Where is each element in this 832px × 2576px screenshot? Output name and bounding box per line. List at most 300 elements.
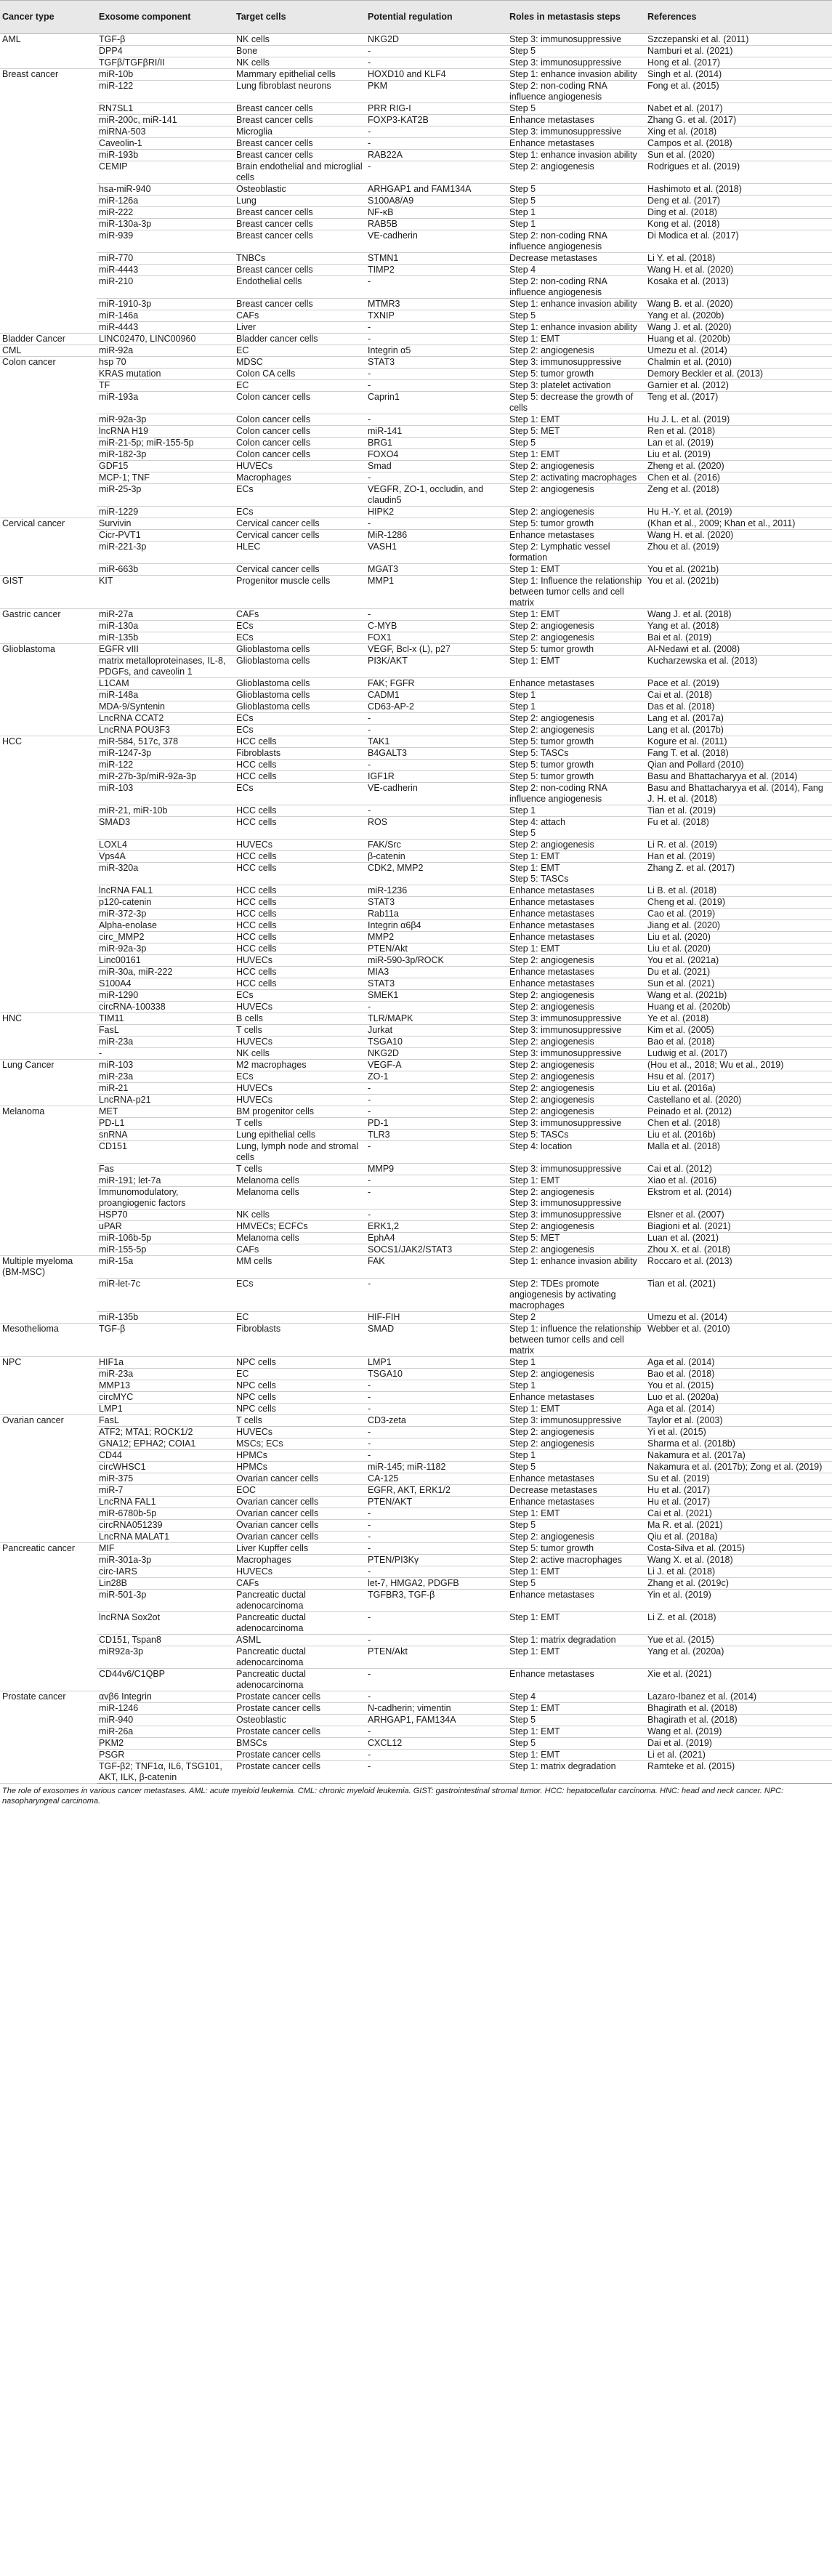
table-row (0, 81, 832, 103)
exosome-component-cell: RN7SL1 (97, 103, 234, 115)
potential-regulation-cell: - (365, 126, 507, 138)
table-row (0, 978, 832, 990)
potential-regulation-cell: Integrin α5 (365, 345, 507, 357)
exosome-component-cell: miR-21, miR-10b (97, 805, 234, 817)
potential-regulation-cell: - (365, 1531, 507, 1543)
exosome-component-cell: miR-27b-3p/miR-92a-3p (97, 771, 234, 783)
cancer-type-cell: Lung Cancer (2, 1060, 54, 1070)
exosome-component-cell: miR-122 (97, 81, 234, 103)
potential-regulation-cell: FAK (365, 1256, 507, 1279)
exosome-component-cell: GDF15 (97, 461, 234, 472)
table-row (0, 230, 832, 253)
roles-cell: Step 2: angiogenesis (507, 840, 645, 851)
potential-regulation-cell: CA-125 (365, 1473, 507, 1485)
roles-cell: Enhance metastases (507, 897, 645, 909)
potential-regulation-cell: Rab11a (365, 909, 507, 920)
exosome-component-cell: TGF-β (97, 1324, 234, 1357)
reference-cell: You et al. (2015) (645, 1380, 832, 1392)
reference-cell: Castellano et al. (2020) (645, 1095, 832, 1106)
cancer-type-cell (0, 1450, 97, 1462)
reference-cell: Peinado et al. (2012) (645, 1106, 832, 1118)
potential-regulation-cell: - (365, 760, 507, 771)
table-row (0, 1002, 832, 1013)
potential-regulation-cell: - (365, 57, 507, 69)
reference-cell: Fang T. et al. (2018) (645, 748, 832, 760)
cancer-type-cell (0, 322, 97, 334)
table-row (0, 1520, 832, 1531)
potential-regulation-cell: CXCL12 (365, 1738, 507, 1750)
exosome-component-cell: miR-106b-5p (97, 1233, 234, 1244)
roles-cell: Step 2: angiogenesis (507, 484, 645, 507)
potential-regulation-cell: PRR RIG-I (365, 103, 507, 115)
table-row (0, 438, 832, 449)
exosome-component-cell: TIM11 (97, 1013, 234, 1025)
roles-cell: Decrease metastases (507, 253, 645, 265)
table-row (0, 380, 832, 392)
exosome-component-cell: KIT (97, 576, 234, 609)
cancer-type-cell (0, 1130, 97, 1141)
exosome-component-cell: miR-375 (97, 1473, 234, 1485)
exosome-component-cell: circ-IARS (97, 1566, 234, 1578)
roles-cell: Step 2: angiogenesis (507, 955, 645, 967)
table-row (0, 632, 832, 644)
potential-regulation-cell: - (365, 1187, 507, 1209)
roles-cell: Step 1: matrix degradation (507, 1635, 645, 1646)
table-row (0, 678, 832, 690)
cancer-type-cell (0, 392, 97, 414)
cancer-type-cell (0, 1703, 97, 1715)
cancer-type-cell: Prostate cancer (2, 1691, 66, 1702)
reference-cell: Nabet et al. (2017) (645, 103, 832, 115)
potential-regulation-cell: ARHGAP1, FAM134A (365, 1715, 507, 1726)
roles-cell: Enhance metastases (507, 1497, 645, 1508)
target-cells-cell: Pancreatic ductal adenocarcinoma (234, 1612, 365, 1635)
target-cells-cell: HCC cells (234, 863, 365, 885)
roles-cell: Step 1: EMT (507, 564, 645, 576)
roles-cell: Step 1: EMT (507, 1646, 645, 1669)
table-row (0, 1635, 832, 1646)
target-cells-cell: Progenitor muscle cells (234, 576, 365, 609)
reference-cell: Yue et al. (2015) (645, 1635, 832, 1646)
reference-cell: Zhang et al. (2019c) (645, 1578, 832, 1590)
potential-regulation-cell: miR-141 (365, 426, 507, 438)
exosome-component-cell: miR92a-3p (97, 1646, 234, 1669)
roles-cell: Enhance metastases (507, 1392, 645, 1404)
potential-regulation-cell: SOCS1/JAK2/STAT3 (365, 1244, 507, 1256)
table-row (0, 1566, 832, 1578)
cancer-type-cell (0, 103, 97, 115)
reference-cell: Cheng et al. (2019) (645, 897, 832, 909)
exosome-component-cell: miR-148a (97, 690, 234, 701)
potential-regulation-cell: - (365, 713, 507, 725)
exosome-component-cell: MDA-9/Syntenin (97, 701, 234, 713)
potential-regulation-cell: PTEN/Akt (365, 1646, 507, 1669)
target-cells-cell: NPC cells (234, 1380, 365, 1392)
cancer-type-cell (0, 955, 97, 967)
reference-cell: Umezu et al. (2014) (645, 345, 832, 357)
roles-cell: Step 5 (507, 438, 645, 449)
cancer-type-cell: Pancreatic cancer (2, 1543, 76, 1553)
potential-regulation-cell: TLR/MAPK (365, 1013, 507, 1025)
roles-cell: Step 5 (507, 196, 645, 207)
roles-cell: Step 1: EMT (507, 1175, 645, 1187)
cancer-type-cell (0, 1738, 97, 1750)
target-cells-cell: EC (234, 1312, 365, 1324)
reference-cell: Jiang et al. (2020) (645, 920, 832, 932)
roles-cell: Step 5: MET (507, 426, 645, 438)
cancer-type-cell: Multiple myeloma (BM-MSC) (2, 1256, 76, 1277)
cancer-type-cell (0, 701, 97, 713)
table-row (0, 851, 832, 863)
exosome-component-cell: Fas (97, 1164, 234, 1175)
cancer-type-cell (0, 1635, 97, 1646)
reference-cell: Wang X. et al. (2018) (645, 1555, 832, 1566)
target-cells-cell: Colon CA cells (234, 369, 365, 380)
cancer-type-cell (0, 1646, 97, 1669)
cancer-type-cell (0, 840, 97, 851)
potential-regulation-cell: SMAD (365, 1324, 507, 1357)
target-cells-cell: NPC cells (234, 1392, 365, 1404)
reference-cell: Lazaro-Ibanez et al. (2014) (645, 1691, 832, 1703)
target-cells-cell: Ovarian cancer cells (234, 1497, 365, 1508)
reference-cell: Xie et al. (2021) (645, 1669, 832, 1691)
reference-cell: Biagioni et al. (2021) (645, 1221, 832, 1233)
potential-regulation-cell: - (365, 414, 507, 426)
roles-cell: Step 2: angiogenesis (507, 1095, 645, 1106)
target-cells-cell: HCC cells (234, 736, 365, 748)
cancer-type-cell (0, 1555, 97, 1566)
potential-regulation-cell: CDK2, MMP2 (365, 863, 507, 885)
target-cells-cell: Prostate cancer cells (234, 1761, 365, 1784)
target-cells-cell: Colon cancer cells (234, 438, 365, 449)
cancer-type-cell (0, 713, 97, 725)
target-cells-cell: Breast cancer cells (234, 299, 365, 310)
target-cells-cell: ECs (234, 725, 365, 736)
target-cells-cell: Breast cancer cells (234, 138, 365, 150)
potential-regulation-cell: CD63-AP-2 (365, 701, 507, 713)
reference-cell: Das et al. (2018) (645, 701, 832, 713)
potential-regulation-cell: - (365, 138, 507, 150)
roles-cell: Enhance metastases (507, 885, 645, 897)
exosome-component-cell: TGF-β (97, 34, 234, 46)
roles-cell: Step 3: immunosuppressive (507, 57, 645, 69)
potential-regulation-cell: MTMR3 (365, 299, 507, 310)
exosome-component-cell: LncRNA-p21 (97, 1095, 234, 1106)
potential-regulation-cell: - (365, 1520, 507, 1531)
exosome-component-cell: hsa-miR-940 (97, 184, 234, 196)
exosome-component-cell: LINC02470, LINC00960 (97, 334, 234, 345)
cancer-type-cell (0, 1497, 97, 1508)
cancer-type-cell (0, 1438, 97, 1450)
roles-cell: Enhance metastases (507, 115, 645, 126)
roles-cell: Step 5: tumor growth (507, 771, 645, 783)
exosome-component-cell: miR-92a-3p (97, 943, 234, 955)
roles-cell: Step 3: immunosuppressive (507, 1164, 645, 1175)
exosome-component-cell: Cicr-PVT1 (97, 530, 234, 542)
roles-cell: Step 1: enhance invasion ability (507, 322, 645, 334)
potential-regulation-cell: TXNIP (365, 310, 507, 322)
cancer-type-cell (0, 265, 97, 276)
target-cells-cell: Lung epithelial cells (234, 1130, 365, 1141)
table-row (0, 1590, 832, 1612)
cancer-type-cell (0, 1404, 97, 1415)
table-row (0, 1130, 832, 1141)
roles-cell: Step 2: angiogenesis Step 3: immunosuppressive (507, 1187, 645, 1209)
reference-cell: Demory Beckler et al. (2013) (645, 369, 832, 380)
table-row (0, 1497, 832, 1508)
table-row (0, 1324, 832, 1357)
reference-cell: Li Y. et al. (2018) (645, 253, 832, 265)
target-cells-cell: ECs (234, 507, 365, 518)
target-cells-cell: ECs (234, 783, 365, 805)
roles-cell: Step 3: immunosuppressive (507, 1209, 645, 1221)
exosome-component-cell: HIF1a (97, 1357, 234, 1369)
exosome-component-cell: miR-7 (97, 1485, 234, 1497)
roles-cell: Step 1: EMT (507, 851, 645, 863)
potential-regulation-cell: STAT3 (365, 357, 507, 369)
exosome-component-cell: miR-103 (97, 1060, 234, 1071)
cancer-type-cell (0, 1473, 97, 1485)
potential-regulation-cell: MiR-1286 (365, 530, 507, 542)
roles-cell: Enhance metastases (507, 678, 645, 690)
roles-cell: Enhance metastases (507, 1473, 645, 1485)
target-cells-cell: B cells (234, 1013, 365, 1025)
table-row (0, 1462, 832, 1473)
potential-regulation-cell: VEGFR, ZO-1, occludin, and claudin5 (365, 484, 507, 507)
target-cells-cell: T cells (234, 1415, 365, 1427)
target-cells-cell: MDSC (234, 357, 365, 369)
cancer-type-cell (0, 380, 97, 392)
table-row (0, 713, 832, 725)
cancer-type-cell (0, 621, 97, 632)
potential-regulation-cell: Caprin1 (365, 392, 507, 414)
target-cells-cell: HUVECs (234, 955, 365, 967)
reference-cell: Kucharzewska et al. (2013) (645, 656, 832, 678)
cancer-type-cell (0, 1141, 97, 1164)
target-cells-cell: Glioblastoma cells (234, 678, 365, 690)
roles-cell: Step 2: angiogenesis (507, 1438, 645, 1450)
exosome-component-cell: MET (97, 1106, 234, 1118)
exosome-component-cell: uPAR (97, 1221, 234, 1233)
exosome-component-cell: miR-663b (97, 564, 234, 576)
cancer-type-cell (0, 920, 97, 932)
table-row (0, 310, 832, 322)
exosome-component-cell: miR-1910-3p (97, 299, 234, 310)
exosome-component-cell: miR-155-5p (97, 1244, 234, 1256)
reference-cell: Bai et al. (2019) (645, 632, 832, 644)
cancer-type-cell (0, 46, 97, 57)
reference-cell: Roccaro et al. (2013) (645, 1256, 832, 1279)
table-row (0, 414, 832, 426)
table-row (0, 34, 832, 46)
cancer-type-cell (0, 1531, 97, 1543)
potential-regulation-cell: - (365, 1726, 507, 1738)
target-cells-cell: ASML (234, 1635, 365, 1646)
potential-regulation-cell: PTEN/Akt (365, 943, 507, 955)
potential-regulation-cell: - (365, 609, 507, 621)
roles-cell: Step 2: angiogenesis (507, 1002, 645, 1013)
potential-regulation-cell: β-catenin (365, 851, 507, 863)
target-cells-cell: Bone (234, 46, 365, 57)
roles-cell: Step 5 (507, 184, 645, 196)
table-row (0, 1095, 832, 1106)
table-row (0, 518, 832, 530)
potential-regulation-cell: B4GALT3 (365, 748, 507, 760)
roles-cell: Step 2: active macrophages (507, 1555, 645, 1566)
potential-regulation-cell: - (365, 1438, 507, 1450)
potential-regulation-cell: NKG2D (365, 1048, 507, 1060)
roles-cell: Step 1 (507, 219, 645, 230)
target-cells-cell: Glioblastoma cells (234, 644, 365, 656)
reference-cell: Umezu et al. (2014) (645, 1312, 832, 1324)
target-cells-cell: ECs (234, 990, 365, 1002)
table-row (0, 1543, 832, 1555)
roles-cell: Step 2: non-coding RNA influence angiogenesis (507, 783, 645, 805)
target-cells-cell: Pancreatic ductal adenocarcinoma (234, 1669, 365, 1691)
target-cells-cell: Microglia (234, 126, 365, 138)
table-row (0, 357, 832, 369)
potential-regulation-cell: - (365, 1083, 507, 1095)
exosome-component-cell: snRNA (97, 1130, 234, 1141)
cancer-type-cell (0, 138, 97, 150)
exosome-component-cell: Linc00161 (97, 955, 234, 967)
table-row (0, 1715, 832, 1726)
table-row (0, 920, 832, 932)
roles-cell: Step 2: angiogenesis (507, 1221, 645, 1233)
target-cells-cell: HCC cells (234, 920, 365, 932)
target-cells-cell: EC (234, 1369, 365, 1380)
exosome-component-cell: miR-940 (97, 1715, 234, 1726)
potential-regulation-cell: ERK1,2 (365, 1221, 507, 1233)
target-cells-cell: HCC cells (234, 897, 365, 909)
exosome-component-cell: DPP4 (97, 46, 234, 57)
target-cells-cell: Lung (234, 196, 365, 207)
roles-cell: Step 2: angiogenesis (507, 1037, 645, 1048)
table-row (0, 1369, 832, 1380)
potential-regulation-cell: MGAT3 (365, 564, 507, 576)
reference-cell: Hu H.-Y. et al. (2019) (645, 507, 832, 518)
target-cells-cell: ECs (234, 1071, 365, 1083)
cancer-type-cell (0, 310, 97, 322)
table-row (0, 1726, 832, 1738)
target-cells-cell: NK cells (234, 34, 365, 46)
reference-cell: Wang et al. (2021b) (645, 990, 832, 1002)
table-row (0, 299, 832, 310)
roles-cell: Step 1: enhance invasion ability (507, 150, 645, 161)
roles-cell: Step 1: EMT (507, 1612, 645, 1635)
roles-cell: Step 3: platelet activation (507, 380, 645, 392)
cancer-type-cell (0, 760, 97, 771)
exosome-component-cell: miR-4443 (97, 265, 234, 276)
exosome-component-cell: miR-122 (97, 760, 234, 771)
roles-cell: Step 1 (507, 207, 645, 219)
exosome-component-cell: p120-catenin (97, 897, 234, 909)
target-cells-cell: ECs (234, 621, 365, 632)
exosome-component-cell: TGF-β2; TNF1α, IL6, TSG101, AKT, ILK, β-catenin (97, 1761, 234, 1784)
table-row (0, 276, 832, 299)
table-row (0, 1450, 832, 1462)
exosome-component-cell: miR-200c, miR-141 (97, 115, 234, 126)
target-cells-cell: Ovarian cancer cells (234, 1508, 365, 1520)
cancer-type-cell (0, 207, 97, 219)
exosome-component-cell: MCP-1; TNF (97, 472, 234, 484)
table-row (0, 932, 832, 943)
target-cells-cell: HUVECs (234, 1083, 365, 1095)
table-row (0, 542, 832, 564)
cancer-type-cell: GIST (0, 576, 97, 609)
roles-cell: Step 5 (507, 1520, 645, 1531)
table-row (0, 1279, 832, 1312)
reference-cell: Su et al. (2019) (645, 1473, 832, 1485)
potential-regulation-cell: TIMP2 (365, 265, 507, 276)
exosome-component-cell: miR-939 (97, 230, 234, 253)
roles-cell: Step 2: non-coding RNA influence angiogenesis (507, 230, 645, 253)
target-cells-cell: HCC cells (234, 932, 365, 943)
target-cells-cell: Prostate cancer cells (234, 1726, 365, 1738)
table-row (0, 1427, 832, 1438)
target-cells-cell: Breast cancer cells (234, 230, 365, 253)
exosome-component-cell: Survivin (97, 518, 234, 530)
roles-cell: Step 2: angiogenesis (507, 713, 645, 725)
roles-cell: Step 1: EMT (507, 656, 645, 678)
reference-cell: Pace et al. (2019) (645, 678, 832, 690)
reference-cell: Wang H. et al. (2020) (645, 530, 832, 542)
cancer-type-cell (0, 1048, 97, 1060)
potential-regulation-cell: VEGF-A (365, 1060, 507, 1071)
header-exosome-component: Exosome component (97, 1, 234, 34)
table-row (0, 1578, 832, 1590)
table-row (0, 783, 832, 805)
table-row (0, 1555, 832, 1566)
cancer-type-cell (0, 863, 97, 885)
potential-regulation-cell: - (365, 1002, 507, 1013)
target-cells-cell: HUVECs (234, 461, 365, 472)
cancer-type-cell (0, 897, 97, 909)
exosome-component-cell: LncRNA FAL1 (97, 1497, 234, 1508)
exosome-component-cell: PD-L1 (97, 1118, 234, 1130)
exosome-component-cell: miR-372-3p (97, 909, 234, 920)
reference-cell: Chen et al. (2018) (645, 1118, 832, 1130)
target-cells-cell: HUVECs (234, 1002, 365, 1013)
cancer-type-cell (0, 978, 97, 990)
roles-cell: Step 2: activating macrophages (507, 472, 645, 484)
roles-cell: Step 1: EMT (507, 1726, 645, 1738)
potential-regulation-cell: NF-κB (365, 207, 507, 219)
cancer-type-cell (0, 678, 97, 690)
target-cells-cell: HLEC (234, 542, 365, 564)
table-row (0, 748, 832, 760)
roles-cell: Step 2: angiogenesis (507, 345, 645, 357)
exosome-component-cell: lncRNA FAL1 (97, 885, 234, 897)
roles-cell: Step 1 (507, 1357, 645, 1369)
cancer-type-cell (0, 1221, 97, 1233)
table-row (0, 345, 832, 357)
reference-cell: Hsu et al. (2017) (645, 1071, 832, 1083)
target-cells-cell: Breast cancer cells (234, 219, 365, 230)
reference-cell: Cai et al. (2021) (645, 1508, 832, 1520)
header-cancer-type: Cancer type (0, 1, 97, 34)
table-row (0, 1013, 832, 1025)
cancer-type-cell (0, 967, 97, 978)
target-cells-cell: CAFs (234, 1244, 365, 1256)
table-row (0, 1473, 832, 1485)
exosome-component-cell: miR-23a (97, 1071, 234, 1083)
target-cells-cell: Colon cancer cells (234, 392, 365, 414)
target-cells-cell: Breast cancer cells (234, 207, 365, 219)
table-row (0, 1106, 832, 1118)
cancer-type-cell (0, 126, 97, 138)
exosome-component-cell: FasL (97, 1025, 234, 1037)
